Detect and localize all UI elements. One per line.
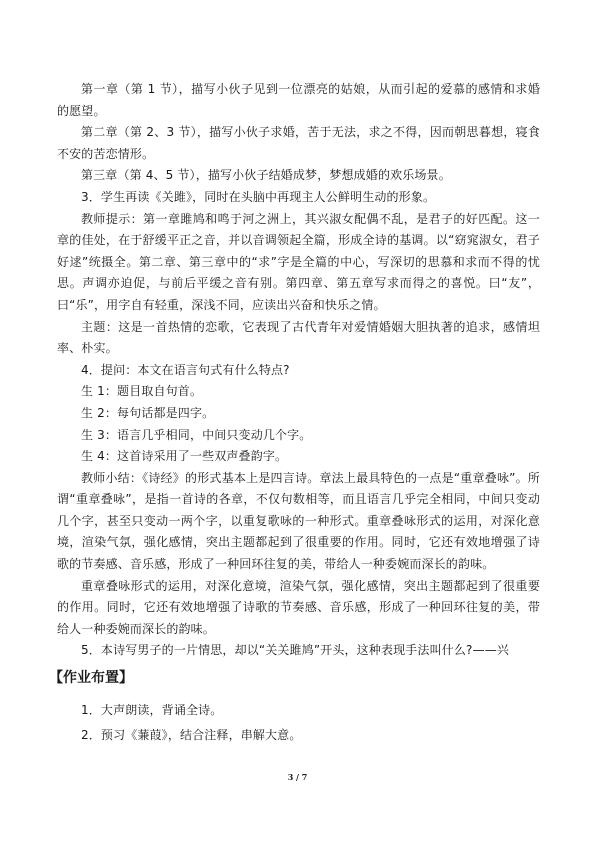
paragraph-student-two: 生 2：每句话都是四字。 — [81, 405, 215, 420]
paragraph-question-five: 5．本诗写男子的一片情思，却以“关关雎鸠”开头，这种表现手法叫什么?——兴 — [81, 643, 509, 658]
paragraph-chapter-three: 第三章（第 4、5 节），描写小伙子结婚成梦，梦想成婚的欢乐场景。 — [81, 168, 451, 183]
paragraph-student-three: 生 3：语言几乎相同，中间只变动几个字。 — [81, 427, 312, 442]
homework-item: 2．预习《蒹葭》，结合注释，串解大意。 — [81, 728, 302, 743]
paragraph-student-one: 生 1：题目取自句首。 — [81, 384, 203, 399]
paragraph-teacher-hint: 教师提示：第一章雎鸠和鸣于河之洲上，其兴淑女配偶不乱，是君子的好匹配。这一章的佳处，在于舒缓平正之音，并以音调领起全篇，形成全诗的基调。以“窈窕淑女，君子好逑”统摄全。第二章、第三章中的“求”字是全篇的中心，写深切的思慕和求而不得的忧思。声调亦迫促，与前后平缓之音有别。第四章、第五章写求而得之的喜悦。曰“友”，曰“乐”，用字自有轻重，深浅不同，应读出兴奋和快乐之情。 — [57, 211, 540, 312]
page-number: 3 / 7 — [287, 772, 308, 782]
paragraph-theme: 主题：这是一首热情的恋歌，它表现了古代青年对爱情婚姻大胆执著的追求，感情坦率、朴实。 — [57, 319, 540, 356]
page-content — [49, 79, 540, 748]
paragraph-step-three: 3．学生再读《关雎》，同时在头脑中再现主人公鲜明生动的形象。 — [81, 189, 436, 204]
paragraph-chapter-one: 第一章（第 1 节），描写小伙子见到一位漂亮的姑娘，从而引起的爱慕的感情和求婚的愿望。 — [57, 82, 540, 118]
paragraph-student-four: 生 4：这首诗采用了一些双声叠韵字。 — [81, 449, 288, 464]
paragraph-repetition-form: 重章叠咏形式的运用，对深化意境，渲染气氛，强化感情，突出主题都起到了很重要的作用。同时，它还有效地增强了诗歌的节奏感、音乐感，形成了一种回环往复的美，带给人一种委婉而深长的韵味。 — [57, 578, 540, 636]
homework-heading: 【作业布置】 — [49, 670, 133, 687]
homework-item: 1．大声朗读，背诵全诗。 — [81, 703, 223, 718]
homework-list — [57, 698, 540, 748]
paragraph-chapter-two: 第二章（第 2、3 节），描写小伙子求婚，苦于无法，求之不得，因而朝思暮想，寝食不安的苦恋情形。 — [57, 125, 540, 161]
paragraph-teacher-summary: 教师小结：《诗经》的形式基本上是四言诗。章法上最具特色的一点是“重章叠咏”。所谓“重章叠咏”，是指一首诗的各章，不仅句数相等，而且语言几乎完全相同，中间只变动几个字，甚至只变动一两个字，以重复歌咏的一种形式。重章叠咏形式的运用，对深化意境，渲染气氛，强化感情，突出主题都起到了很重要的作用。同时，它还有效地增强了诗歌的节奏感、音乐感，形成了一种回环往复的美，带给人一种委婉而深长的韵味。 — [57, 470, 540, 572]
paragraph-question-four: 4．提问：本文在语言句式有什么特点? — [81, 362, 290, 377]
